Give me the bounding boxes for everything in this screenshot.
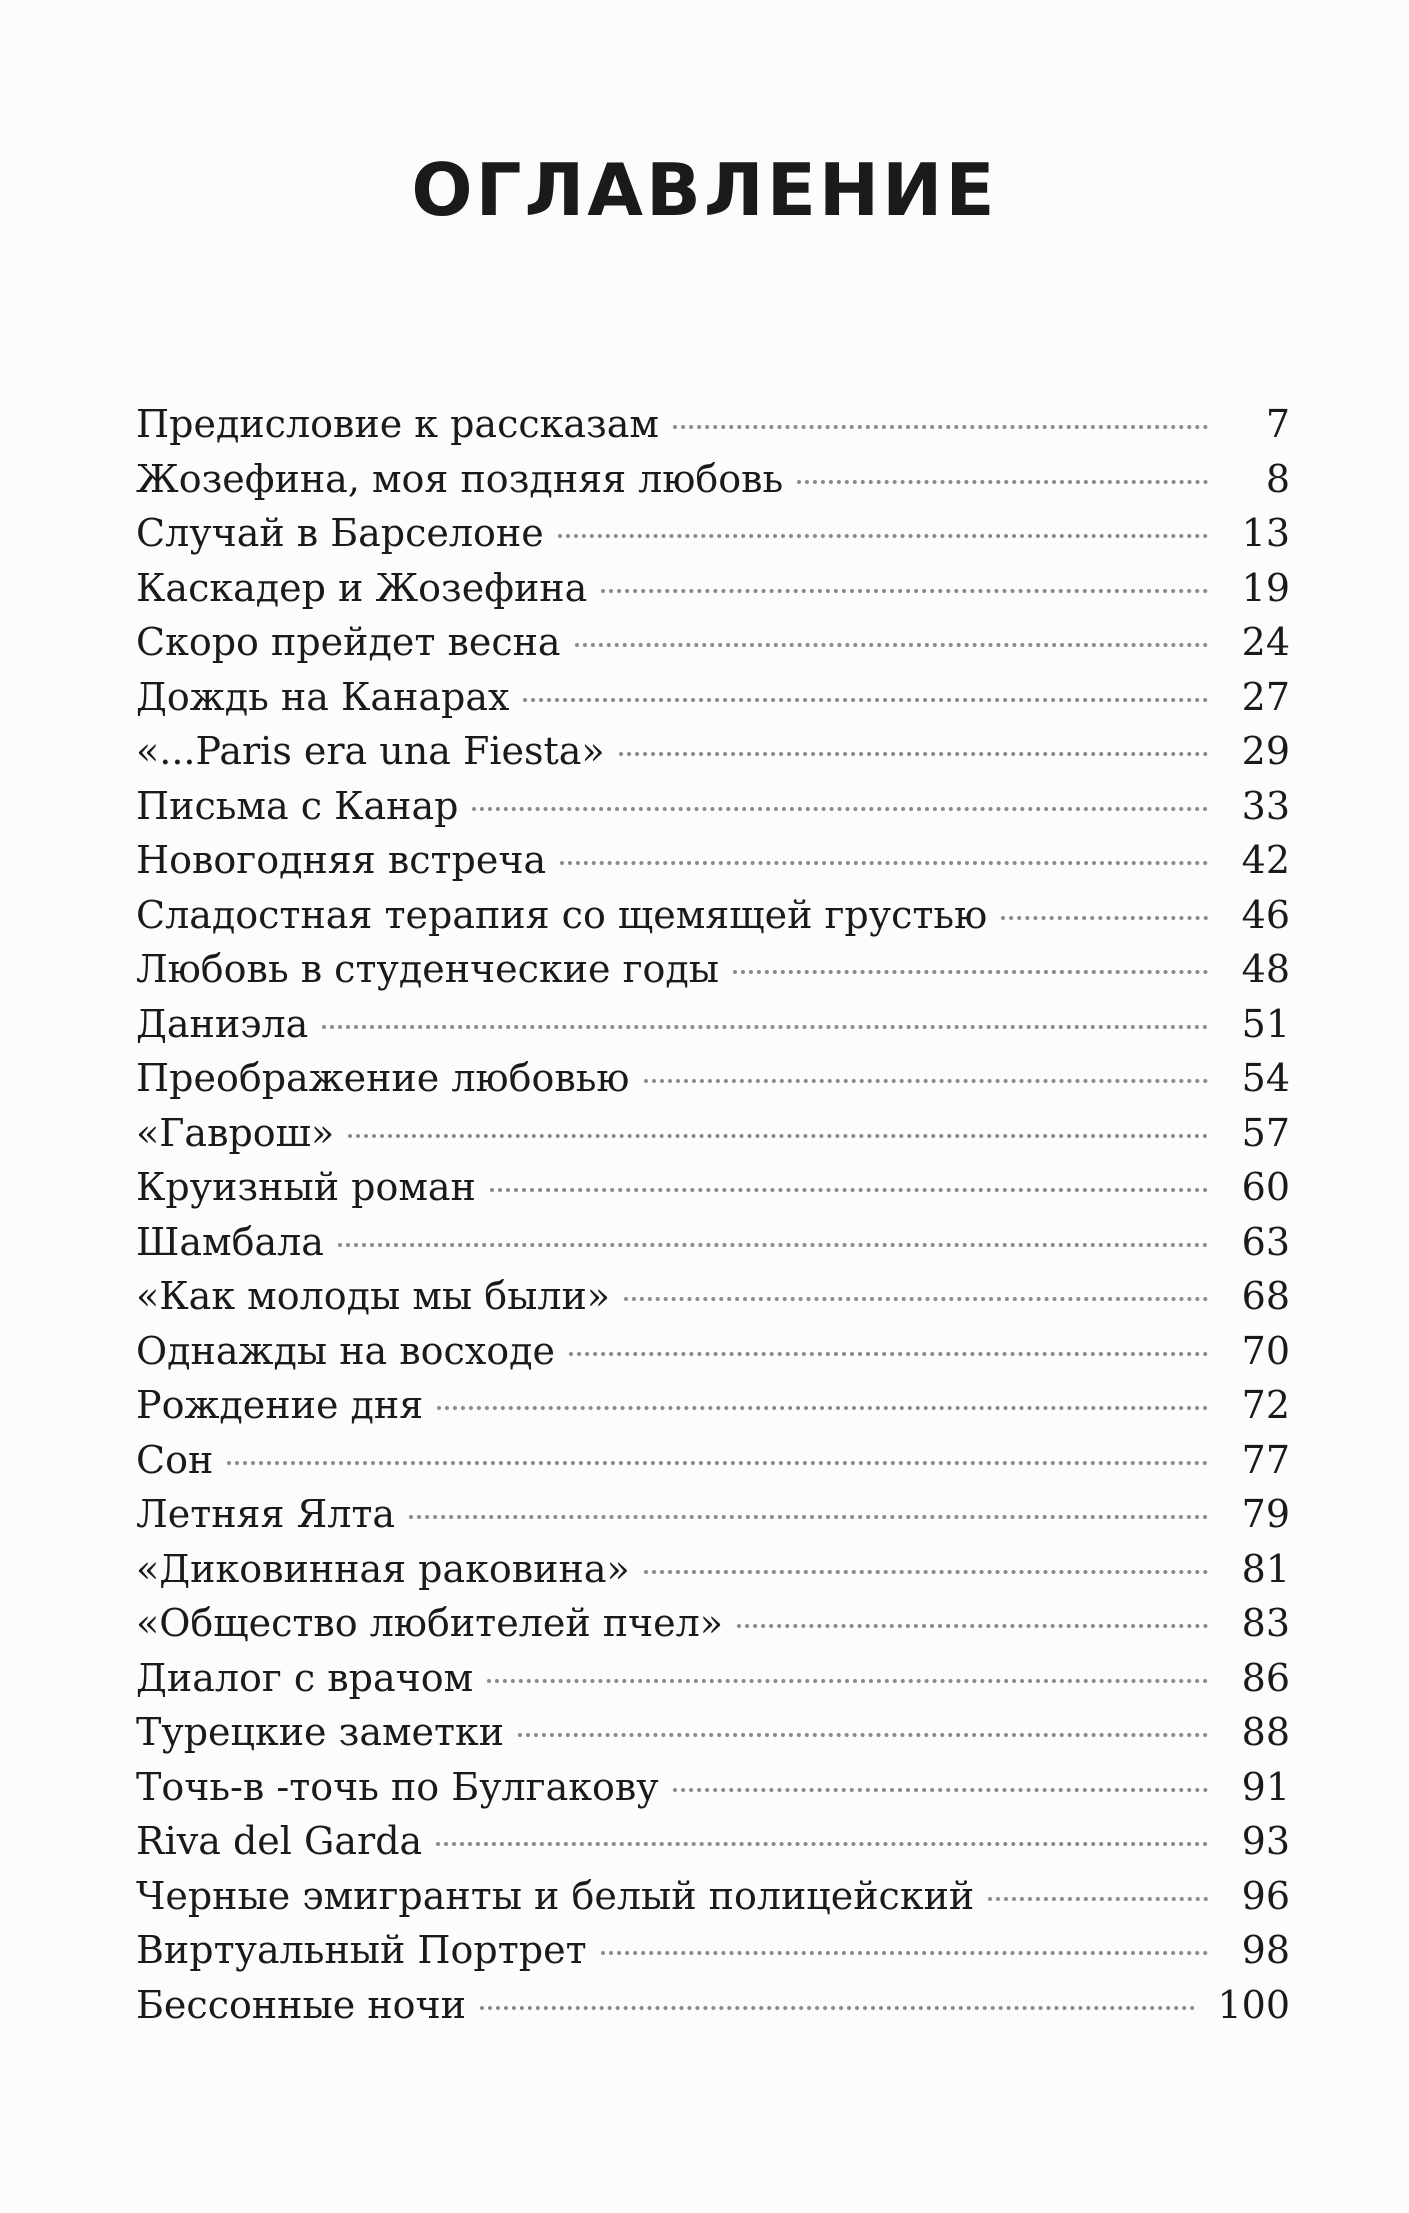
toc-entry-page: 13 [1241, 511, 1290, 555]
toc-entry-title: Новогодняя встреча [136, 838, 547, 882]
toc-entry-title: Сон [136, 1437, 214, 1482]
toc-entry [136, 724, 1290, 779]
dot-leader [1001, 916, 1208, 920]
toc-entry-title: Дождь на Канарах [136, 674, 510, 719]
toc-entry [136, 561, 1290, 616]
toc-entry-page: 54 [1241, 1056, 1290, 1100]
toc-entry-page: 96 [1241, 1873, 1290, 1918]
dot-leader [619, 752, 1208, 756]
toc-entry [136, 779, 1290, 834]
toc-entry [136, 1324, 1290, 1379]
toc-entry [136, 833, 1290, 888]
toc-entry [136, 452, 1290, 507]
toc-entry-page: 91 [1241, 1764, 1290, 1809]
dot-leader [560, 861, 1208, 865]
toc-entry-page: 83 [1241, 1601, 1290, 1645]
dot-leader [797, 480, 1208, 484]
dot-leader [227, 1461, 1208, 1465]
toc-entry-title: Рождение дня [136, 1383, 424, 1427]
toc-entry-page: 79 [1241, 1492, 1290, 1536]
toc-entry-title: Шамбала [136, 1219, 324, 1264]
dot-leader [737, 1624, 1208, 1628]
toc-entry [136, 997, 1290, 1052]
dot-leader [558, 534, 1208, 538]
toc-entry-title: Круизный роман [136, 1165, 476, 1209]
page-title: ОГЛАВЛЕНИЕ [411, 148, 998, 232]
toc-entry-page: 57 [1241, 1110, 1290, 1155]
dot-leader [487, 1679, 1208, 1683]
dot-leader [437, 1406, 1208, 1410]
dot-leader [518, 1733, 1208, 1737]
toc-entry [136, 1106, 1290, 1161]
toc-entry-page: 72 [1241, 1383, 1290, 1427]
dot-leader [569, 1352, 1208, 1356]
toc-entry-page: 24 [1241, 620, 1290, 664]
dot-leader [644, 1570, 1208, 1574]
toc-entry [136, 1760, 1290, 1815]
dot-leader [472, 807, 1208, 811]
toc-entry [136, 1596, 1290, 1651]
toc-entry [136, 397, 1290, 452]
dot-leader [601, 589, 1208, 593]
toc-entry [136, 1051, 1290, 1106]
toc-entry-title: «Гаврош» [136, 1110, 335, 1155]
toc-entry-page: 42 [1241, 838, 1290, 882]
dot-leader [575, 643, 1208, 647]
toc-entry-page: 100 [1217, 1982, 1290, 2027]
toc-entry-title: Черные эмигранты и белый полицейский [136, 1873, 975, 1918]
toc-entry-title: Скоро прейдет весна [136, 620, 561, 664]
toc-entry-page: 68 [1241, 1274, 1290, 1318]
dot-leader [601, 1951, 1208, 1955]
toc-entry [136, 1651, 1290, 1706]
toc-entry [136, 1215, 1290, 1270]
dot-leader [322, 1025, 1208, 1029]
toc-entry-page: 27 [1241, 674, 1290, 719]
toc-entry-page: 60 [1241, 1165, 1290, 1209]
toc-entry-title: Однажды на восходе [136, 1328, 556, 1373]
toc-entry-title: Предисловие к рассказам [136, 402, 659, 446]
toc-entry [136, 1542, 1290, 1597]
toc-entry [136, 1269, 1290, 1324]
dot-leader [490, 1188, 1208, 1192]
toc-entry-page: 48 [1241, 947, 1290, 991]
toc-entry [136, 1978, 1290, 2033]
dot-leader [733, 970, 1208, 974]
toc-entry-title: «Общество любителей пчел» [136, 1601, 724, 1645]
toc-entry-page: 29 [1241, 729, 1290, 773]
dot-leader [673, 1788, 1208, 1792]
toc-entry-title: Сладостная терапия со щемящей грустью [136, 892, 988, 937]
toc-entry-title: Виртуальный Портрет [136, 1928, 587, 1972]
toc-entry [136, 1814, 1290, 1869]
toc-entry-title: Письма с Канар [136, 783, 459, 828]
toc-entry-page: 8 [1265, 456, 1290, 501]
toc-entry-page: 77 [1241, 1437, 1290, 1482]
toc-entry-page: 7 [1265, 402, 1290, 446]
toc-entry [136, 1433, 1290, 1488]
toc-entry-page: 33 [1241, 783, 1290, 828]
toc-entry-title: Любовь в студенческие годы [136, 947, 720, 991]
dot-leader [436, 1842, 1208, 1846]
dot-leader [348, 1134, 1208, 1138]
toc-entry [136, 1869, 1290, 1924]
toc-entry-title: Точь-в -точь по Булгакову [136, 1764, 659, 1809]
toc-entry [136, 1160, 1290, 1215]
toc-entry-title: Летняя Ялта [136, 1492, 396, 1536]
toc-entry-title: «Как молоды мы были» [136, 1274, 611, 1318]
toc-entry-page: 98 [1241, 1928, 1290, 1972]
toc-entry [136, 888, 1290, 943]
toc-entry-title: Даниэла [136, 1001, 309, 1046]
toc-entry-title: «Диковинная раковина» [136, 1546, 630, 1591]
toc-entry-page: 70 [1241, 1328, 1290, 1373]
toc-entry-page: 19 [1241, 565, 1290, 610]
dot-leader [988, 1897, 1208, 1901]
toc-entry [136, 1378, 1290, 1433]
toc-entry [136, 506, 1290, 561]
toc-entry-title: Диалог с врачом [136, 1655, 474, 1700]
toc-entry-page: 81 [1241, 1546, 1290, 1591]
toc-entry-title: Случай в Барселоне [136, 511, 544, 555]
toc-entry-page: 86 [1241, 1655, 1290, 1700]
toc-entry [136, 1705, 1290, 1760]
toc-entry [136, 615, 1290, 670]
dot-leader [644, 1079, 1209, 1083]
toc-entry [136, 942, 1290, 997]
toc-entry-page: 51 [1241, 1001, 1290, 1046]
toc-entry-title: «...Paris era una Fiesta» [136, 729, 605, 773]
toc-entry [136, 670, 1290, 725]
dot-leader [480, 2006, 1195, 2010]
dot-leader [523, 698, 1208, 702]
toc-entry-page: 46 [1241, 892, 1290, 937]
toc-entry-page: 93 [1241, 1819, 1290, 1863]
dot-leader [338, 1243, 1208, 1247]
dot-leader [624, 1297, 1208, 1301]
dot-leader [409, 1515, 1208, 1519]
toc-entry [136, 1923, 1290, 1978]
toc-entry-title: Бессонные ночи [136, 1982, 466, 2027]
toc-entry-page: 63 [1241, 1219, 1290, 1264]
dot-leader [673, 425, 1208, 429]
toc-entry-title: Каскадер и Жозефина [136, 565, 588, 610]
toc-entry-title: Турецкие заметки [136, 1710, 505, 1754]
toc-entry-page: 88 [1241, 1710, 1290, 1754]
table-of-contents [136, 397, 1290, 2032]
toc-entry-title: Жозефина, моя поздняя любовь [136, 456, 784, 501]
toc-entry-title: Riva del Garda [136, 1819, 423, 1863]
toc-entry-title: Преображение любовью [136, 1056, 630, 1100]
toc-entry [136, 1487, 1290, 1542]
